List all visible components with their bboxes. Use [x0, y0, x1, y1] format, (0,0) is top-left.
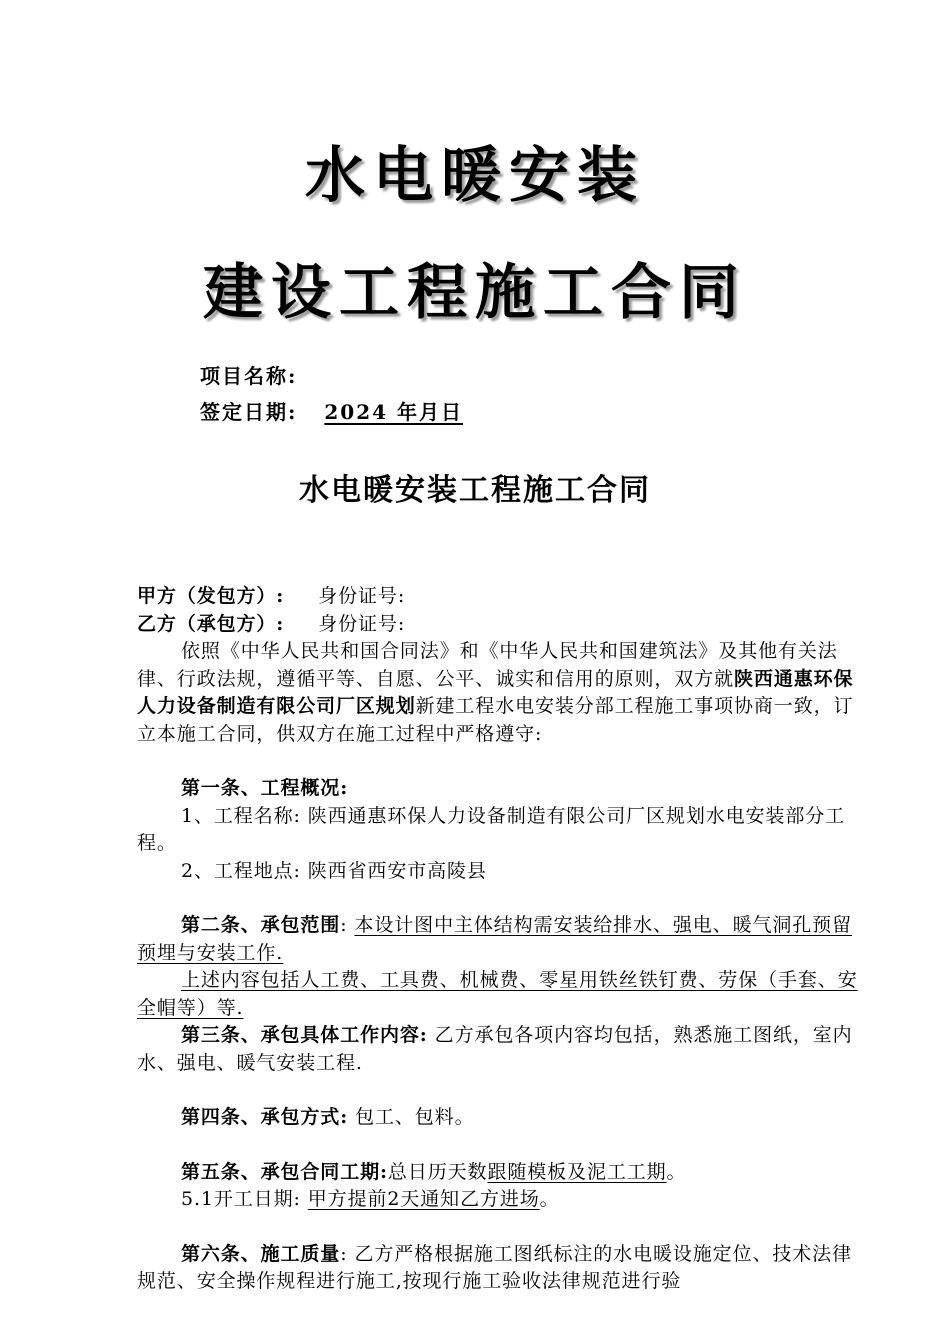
party-b-line [137, 611, 859, 639]
document-title: 水电暖安装工程施工合同 [299, 473, 651, 508]
article-5-title: 第五条、承包合同工期: [181, 1160, 388, 1183]
sign-date-field [200, 396, 467, 425]
preamble-part-2: 新建工程水电安装分部工程施工事项协商一致，订立本施工合同，供双方在施工过程中严格遵守: [137, 695, 854, 745]
cover-title-line-2: 建设工程施工合同 [203, 258, 747, 328]
party-a-line [137, 583, 859, 611]
article-6-text: 乙方严格根据施工图纸标注的水电暖设施定位、技术法律规范、安全操作规程进行施工,按现行施工验收法律规范进行验 [137, 1242, 852, 1292]
party-a-label: 甲方（发包方）: [137, 585, 285, 607]
article-2-paragraph [137, 912, 859, 967]
article-1-title: 第一条、工程概况: [181, 777, 349, 799]
article-1-item-1: 1、工程名称: 陕西通惠环保人力设备制造有限公司厂区规划水电安装部分工程。 [137, 804, 846, 854]
article-5-text-end: 。 [666, 1160, 687, 1183]
party-b-id-label: 身份证号: [318, 612, 406, 635]
article-5-sub-end: 。 [539, 1188, 560, 1210]
article-3-paragraph [137, 1022, 859, 1077]
sign-date-value: 2024 年月日 [324, 400, 463, 424]
project-name-label: 项目名称: [200, 364, 298, 388]
article-5-text-plain: 总日历天数 [387, 1160, 488, 1183]
contract-body [137, 583, 859, 1296]
article-6-paragraph [137, 1241, 859, 1296]
article-1-item-2: 2、工程地点: 陕西省西安市高陵县 [181, 859, 487, 882]
party-b-label: 乙方（承包方）: [137, 612, 285, 635]
article-4-text: 包工、包料。 [355, 1106, 475, 1128]
article-2-colon: : [340, 914, 348, 936]
article-5-sub-label: 5.1开工日期: [181, 1188, 301, 1210]
article-6-title: 第六条、施工质量 [181, 1242, 341, 1265]
article-3-title: 第三条、承包具体工作内容: [181, 1024, 428, 1046]
article-3-text: 乙方承包各项内容均包括，熟悉施工图纸，室内水、强电、暖气安装工程. [137, 1024, 853, 1074]
preamble-company: 陕西通惠环保人力设备制造有限公司厂区规划 [137, 667, 854, 717]
preamble-part-1: 依照《中华人民共和国合同法》和《中华人民共和国建筑法》及其他有关法律、行政法规，遵循平等、自愿、公平、诚实和信用的原则，双方就 [137, 640, 838, 690]
article-5-paragraph [137, 1159, 859, 1187]
article-5-text-underlined: 跟随模板及泥工工期 [487, 1160, 667, 1183]
article-5-sub-item [137, 1186, 859, 1214]
sign-date-label: 签定日期: [200, 400, 298, 424]
cover-title-line-1: 水电暖安装 [305, 141, 645, 211]
article-2-scope-text: 本设计图中主体结构需安装给排水、强电、暖气洞孔预留预埋与安装工作. [137, 914, 852, 964]
project-name-field [200, 360, 297, 389]
article-2-cost-text: 上述内容包括人工费、工具费、机械费、零星用铁丝铁钉费、劳保（手套、安全帽等）等. [137, 969, 858, 1019]
article-2-title: 第二条、承包范围 [181, 914, 341, 936]
article-1-title-line [137, 775, 859, 803]
article-4-paragraph [137, 1104, 859, 1132]
preamble-paragraph [137, 638, 859, 748]
article-5-sub-underlined: 甲方提前2天通知乙方进场 [307, 1188, 540, 1210]
article-2-scope-cost-line [137, 967, 859, 1022]
article-4-title: 第四条、承包方式: [181, 1106, 349, 1128]
article-6-colon: : [340, 1242, 348, 1265]
party-a-id-label: 身份证号: [318, 585, 406, 607]
